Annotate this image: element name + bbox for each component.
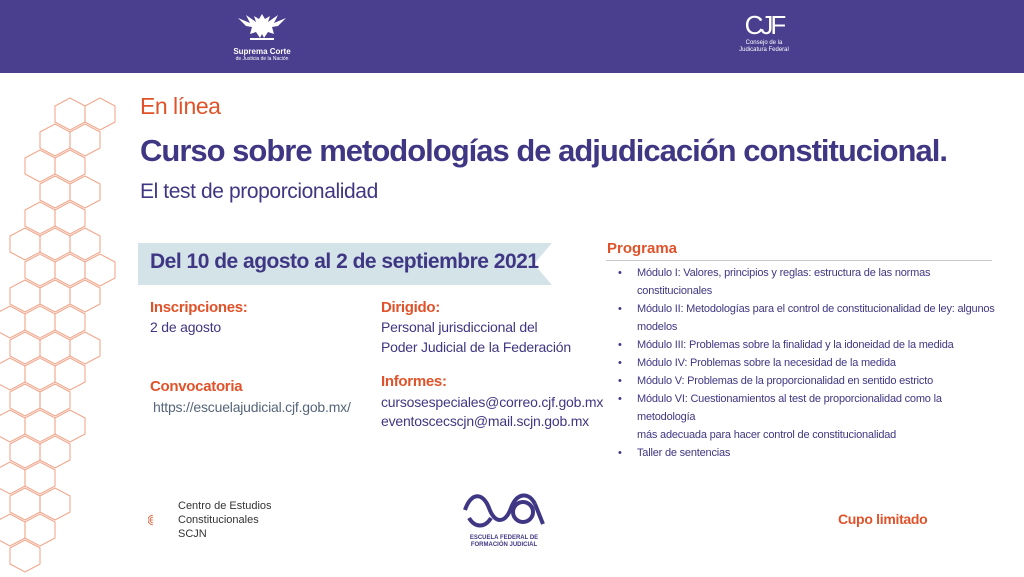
hexagon-pattern-decoration [0, 96, 130, 577]
informes-email-2[interactable]: eventoscecscjn@mail.scjn.gob.mx [381, 413, 589, 429]
bullet: • [618, 393, 622, 405]
programa-list [618, 264, 998, 462]
online-tag: En línea [140, 93, 221, 119]
bullet: • [618, 339, 622, 351]
programa-title: Programa [607, 240, 678, 257]
module-text-continued: más adecuada para hacer control de constitucionalidad [637, 429, 897, 441]
inscripciones-label: Inscripciones: [150, 299, 248, 316]
list-item [618, 354, 998, 372]
eagle-emblem-icon [234, 10, 290, 42]
module-text: Módulo II: Metodologías para el control de constitucionalidad de ley: algunos [637, 303, 995, 315]
scjn-logo [224, 10, 300, 68]
cee-line3: SCJN [178, 528, 207, 540]
module-text-continued: modelos [637, 321, 678, 333]
cee-logo-icon [148, 490, 178, 550]
module-text: Módulo IV: Problemas sobre la necesidad de la medida [637, 357, 896, 369]
list-item [618, 264, 998, 300]
efjf-line2: FORMACIÓN JUDICIAL [470, 542, 538, 548]
cjf-name-line1: Consejo de la [745, 40, 783, 46]
inscripciones-value: 2 de agosto [150, 319, 221, 335]
cupo-limitado-note: Cupo limitado [838, 511, 928, 527]
bullet: • [618, 303, 622, 315]
scjn-subname: de Justicia de la Nación [235, 56, 289, 62]
programa-divider [606, 260, 992, 261]
dirigido-label: Dirigido: [381, 299, 440, 316]
course-title: Curso sobre metodologías de adjudicación constitucional. [140, 133, 947, 168]
list-item [618, 372, 998, 390]
efjf-emblem-icon [461, 488, 547, 530]
header-bar [0, 0, 1024, 73]
bullet: • [618, 267, 622, 279]
cjf-name-line2: Judicatura Federal [739, 47, 789, 53]
list-item [618, 336, 998, 354]
module-text: Módulo III: Problemas sobre la finalidad y la idoneidad de la medida [637, 339, 954, 351]
module-text: Taller de sentencias [637, 447, 731, 459]
convocatoria-link[interactable]: https://escuelajudicial.cjf.gob.mx/ [153, 399, 351, 415]
cee-line1: Centro de Estudios [178, 500, 272, 512]
dirigido-line2: Poder Judicial de la Federación [381, 339, 571, 355]
module-text: Módulo V: Problemas de la proporcionalidad en sentido estricto [637, 375, 933, 387]
convocatoria-label: Convocatoria [150, 378, 243, 395]
course-subtitle: El test de proporcionalidad [140, 180, 378, 203]
bullet: • [618, 357, 622, 369]
informes-email-1[interactable]: cursosespeciales@correo.cjf.gob.mx [381, 394, 604, 410]
list-item [618, 390, 998, 444]
dirigido-line1: Personal jurisdiccional del [381, 319, 538, 335]
list-item [618, 300, 998, 336]
dates-text: Del 10 de agosto al 2 de septiembre 2021 [150, 250, 539, 273]
cjf-mark: CJF [744, 10, 784, 40]
efjf-logo [458, 488, 550, 550]
informes-label: Informes: [381, 373, 447, 390]
bullet: • [618, 375, 622, 387]
scjn-name: Suprema Corte [233, 47, 291, 56]
bullet: • [618, 447, 622, 459]
cjf-logo [726, 10, 802, 68]
cee-name [178, 499, 272, 541]
module-text: Módulo I: Valores, principios y reglas: estructura de las normas constitucionales [637, 267, 931, 297]
efjf-line1: ESCUELA FEDERAL DE [469, 535, 539, 541]
module-text: Módulo VI: Cuestionamientos al test de proporcionalidad como la metodología [637, 393, 942, 423]
cee-line2: Constitucionales [178, 514, 259, 526]
list-item [618, 444, 998, 462]
